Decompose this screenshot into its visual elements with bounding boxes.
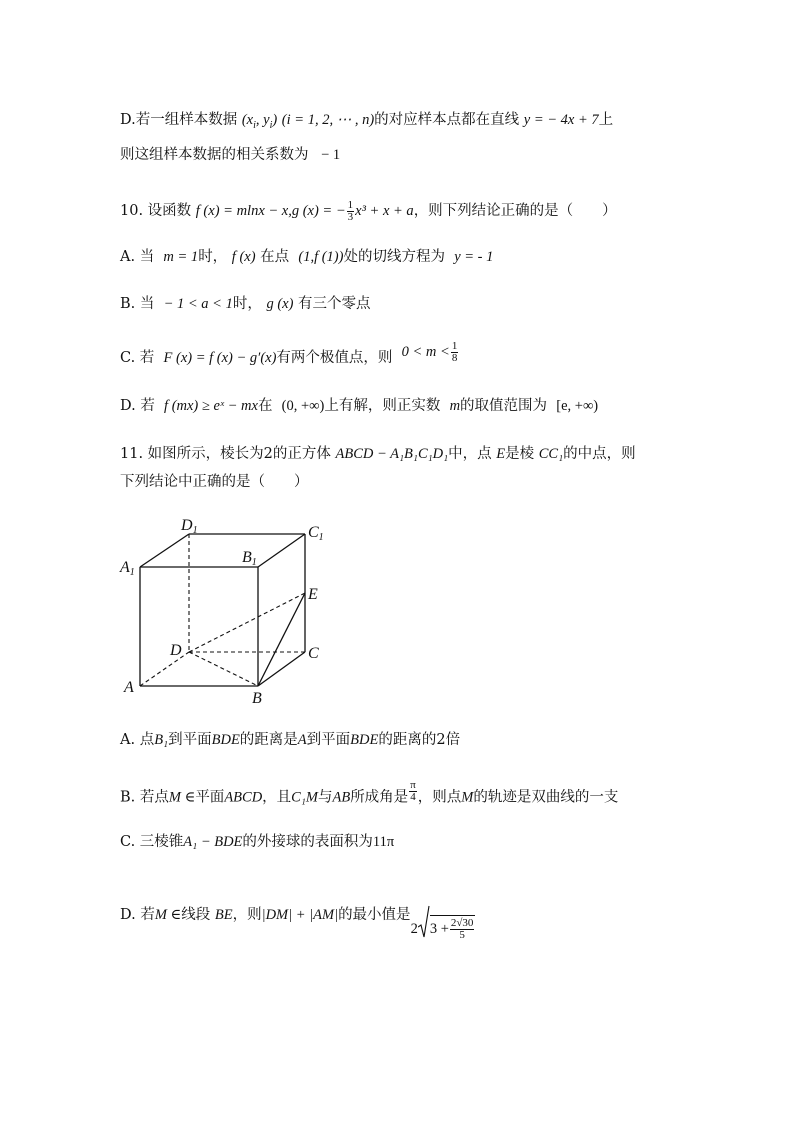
- q10-option-a: A. 当 m = 1时， f (x) 在点 (1,f (1))处的切线方程为 y = - 1: [120, 249, 494, 265]
- q10-stem: 10. 设函数 f (x) = mlnx − x,g (x) = − $\frac{1}{3}$ x³ + x + a，则下列结论正确的是（ ）: [120, 199, 617, 223]
- q11-stem-line2: 下列结论中正确的是（ ）: [120, 474, 309, 490]
- q11-option-b: B. 若点M ∈平面ABCD，且C₁M与AB所成角是 $\frac{\pi}{4}$ ，则点M的轨迹是双曲线的一支: [120, 779, 619, 806]
- min-value-expression: 2 3 + $\frac{2√30}{5}$: [411, 905, 476, 941]
- label-a: A: [124, 679, 134, 696]
- q9-option-d-line2: 则这组样本数据的相关系数为 − 1: [120, 147, 341, 163]
- q9-option-d-line1: D.若一组样本数据 ($x_i$, $y_i$) (i = 1, 2, ⋯ , n)的对应样本点都在直线 y = − 4x + 7上: [120, 112, 614, 131]
- label-c: C: [308, 645, 319, 662]
- label-a1: A1: [120, 559, 135, 578]
- q10-option-c: C. 若 F (x) = f (x) − g′(x)有两个极值点，则 0 < m < $\frac{1}{8}$: [120, 340, 458, 366]
- function-def: f (x) = mlnx − x,g (x) = − $\frac{1}{3}$ x³ + x + a: [195, 199, 414, 223]
- label-e: E: [308, 586, 318, 603]
- sample-data: ($x_i$, $y_i$): [241, 112, 278, 131]
- label-b: B: [252, 690, 262, 707]
- q10-option-b: B. 当 − 1 < a < 1时， g (x) 有三个零点: [120, 296, 371, 312]
- q11-stem-line1: 11. 如图所示，棱长为2的正方体 ABCD − A₁B₁C₁D₁中，点 E是棱 CC₁的中点，则: [120, 446, 636, 462]
- label-d1: D1: [181, 517, 198, 536]
- label-b1: B1: [242, 549, 257, 568]
- sample-range: (i = 1, 2, ⋯ , n): [281, 112, 375, 128]
- correlation-value: − 1: [321, 147, 341, 163]
- q11-option-c: C. 三棱锥A₁ − BDE的外接球的表面积为11π: [120, 834, 395, 850]
- q10-option-d: D. 若 f (mx) ≥ eˣ − mx在 (0, +∞)上有解，则正实数 m的取值范围为 [e, +∞): [120, 398, 599, 414]
- line-equation: y = − 4x + 7: [523, 112, 599, 128]
- label-d: D: [170, 642, 182, 659]
- q11-option-a: A. 点B₁到平面BDE的距离是A到平面BDE的距离的2倍: [120, 732, 461, 748]
- q11-option-d: D. 若M ∈线段 BE，则|DM| + |AM|的最小值是2 3 + $\frac{2√30}{5}$: [120, 907, 474, 941]
- label-c1: C1: [308, 524, 324, 543]
- cube-figure: [115, 510, 345, 710]
